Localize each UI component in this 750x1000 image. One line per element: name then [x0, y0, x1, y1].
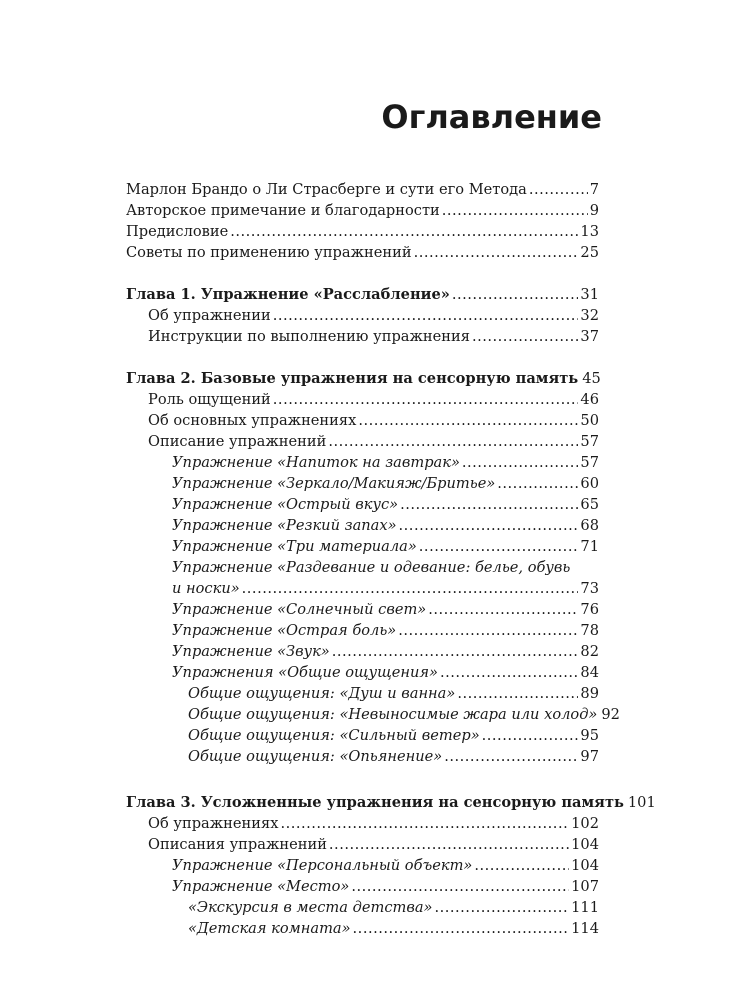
- toc-entry[interactable]: [126, 704, 620, 725]
- toc-entry[interactable]: [126, 641, 599, 662]
- toc-page-number: 37: [580, 328, 599, 345]
- leader-dots: [444, 746, 578, 767]
- section-gap: [126, 767, 599, 792]
- toc-page-number: 73: [580, 580, 599, 597]
- toc-entry[interactable]: [126, 599, 599, 620]
- toc-page-number: 89: [580, 685, 599, 702]
- toc-entry-text: Упражнение «Острый вкус»: [172, 496, 399, 513]
- leader-dots: [273, 389, 579, 410]
- toc-entry-text: Упражнение «Острая боль»: [172, 622, 397, 639]
- toc-entry-text: Описание упражнений: [148, 433, 327, 450]
- toc-entry[interactable]: [126, 746, 599, 767]
- section-gap: [126, 347, 599, 368]
- toc-page-number: 78: [580, 622, 599, 639]
- leader-dots: [399, 515, 579, 536]
- toc-entry[interactable]: [126, 876, 599, 897]
- leader-dots: [353, 918, 570, 939]
- toc-entry[interactable]: [126, 242, 599, 263]
- toc-page-number: 82: [580, 643, 599, 660]
- leader-dots: [434, 897, 569, 918]
- toc-page-number: 97: [580, 748, 599, 765]
- toc-entry-text: Упражнение «Раздевание и одевание: белье, обувь: [172, 559, 571, 576]
- toc-page-number: 57: [580, 433, 599, 450]
- toc-page-number: 65: [580, 496, 599, 513]
- toc-entry-text: Марлон Брандо о Ли Страсберге и сути его Метода: [126, 181, 527, 198]
- toc-entry[interactable]: [126, 683, 599, 704]
- section-gap: [126, 263, 599, 284]
- toc-page-number: 32: [580, 307, 599, 324]
- leader-dots: [230, 221, 578, 242]
- toc-entry[interactable]: [126, 221, 599, 242]
- toc-entry[interactable]: [126, 179, 599, 200]
- toc-entry-text: Глава 2. Базовые упражнения на сенсорную память: [126, 370, 579, 387]
- leader-dots: [419, 536, 579, 557]
- toc-entry-text: Упражнение «Звук»: [172, 643, 330, 660]
- toc-entry[interactable]: [126, 305, 599, 326]
- toc-entry-text: Общие ощущения: «Невыносимые жара или холод»: [188, 706, 598, 723]
- toc-page-number: 57: [580, 454, 599, 471]
- toc-entry-text: Об основных упражнениях: [148, 412, 357, 429]
- page-title: Оглавление: [381, 98, 602, 136]
- toc-entry-text: Упражнения «Общие ощущения»: [172, 664, 438, 681]
- leader-dots: [462, 452, 579, 473]
- toc-page-number: 45: [582, 370, 601, 387]
- toc-entry[interactable]: [126, 918, 599, 939]
- toc-page-number: 9: [589, 202, 599, 219]
- toc-entry[interactable]: [126, 389, 599, 410]
- toc-entry[interactable]: [126, 855, 599, 876]
- toc-chapter-2[interactable]: [126, 368, 599, 389]
- toc-entry-text: Общие ощущения: «Душ и ванна»: [188, 685, 456, 702]
- toc-entry-text: Описания упражнений: [148, 836, 327, 853]
- leader-dots: [482, 725, 579, 746]
- toc-page-number: 101: [627, 794, 656, 811]
- toc-entry-text: Инструкции по выполнению упражнения: [148, 328, 470, 345]
- toc-page-number: 92: [601, 706, 620, 723]
- toc-entry-text: «Детская комната»: [188, 920, 351, 937]
- leader-dots: [414, 242, 579, 263]
- toc-page-number: 13: [580, 223, 599, 240]
- table-of-contents: [126, 179, 656, 939]
- toc-entry-text: Упражнение «Зеркало/Макияж/Бритье»: [172, 475, 496, 492]
- toc-page-number: 104: [571, 836, 599, 853]
- toc-entry-text: Общие ощущения: «Сильный ветер»: [188, 727, 480, 744]
- leader-dots: [452, 284, 579, 305]
- toc-entry[interactable]: [126, 620, 599, 641]
- leader-dots: [497, 473, 578, 494]
- toc-page-number: 114: [571, 920, 599, 937]
- toc-page-number: 107: [571, 878, 599, 895]
- toc-entry[interactable]: [126, 326, 599, 347]
- toc-page-number: 31: [580, 286, 599, 303]
- toc-page-number: 50: [580, 412, 599, 429]
- toc-page-number: 102: [571, 815, 599, 832]
- leader-dots: [457, 683, 578, 704]
- toc-entry[interactable]: [126, 473, 599, 494]
- leader-dots: [398, 620, 578, 641]
- toc-entry[interactable]: [126, 813, 599, 834]
- toc-entry-text: Об упражнениях: [148, 815, 279, 832]
- toc-page-number: 68: [580, 517, 599, 534]
- leader-dots: [400, 494, 578, 515]
- toc-entry-text: Глава 3. Усложненные упражнения на сенсорную память: [126, 794, 624, 811]
- toc-entry-text: Роль ощущений: [148, 391, 271, 408]
- toc-entry-text: Об упражнении: [148, 307, 271, 324]
- toc-entry[interactable]: [126, 200, 599, 221]
- toc-entry[interactable]: [126, 494, 599, 515]
- toc-entry[interactable]: [126, 725, 599, 746]
- toc-entry[interactable]: [126, 452, 599, 473]
- leader-dots: [529, 179, 588, 200]
- toc-entry[interactable]: [126, 897, 599, 918]
- toc-entry-text: Упражнение «Персональный объект»: [172, 857, 473, 874]
- leader-dots: [428, 599, 578, 620]
- toc-page-number: 25: [580, 244, 599, 261]
- toc-entry-text: Авторское примечание и благодарности: [126, 202, 440, 219]
- toc-entry[interactable]: [126, 662, 599, 683]
- toc-chapter-3[interactable]: [126, 792, 656, 813]
- toc-page-number: 84: [580, 664, 599, 681]
- toc-page-number: 46: [580, 391, 599, 408]
- toc-page-number: 71: [580, 538, 599, 555]
- toc-entry-text: Упражнение «Место»: [172, 878, 350, 895]
- toc-entry[interactable]: [126, 431, 599, 452]
- leader-dots: [351, 876, 569, 897]
- leader-dots: [358, 410, 578, 431]
- toc-entry[interactable]: [126, 410, 599, 431]
- leader-dots: [474, 855, 569, 876]
- toc-entry[interactable]: [126, 834, 599, 855]
- toc-entry[interactable]: [126, 515, 599, 536]
- toc-entry-text: Общие ощущения: «Опьянение»: [188, 748, 443, 765]
- leader-dots: [440, 662, 578, 683]
- toc-page-number: 7: [589, 181, 599, 198]
- toc-entry-continuation: [172, 578, 599, 599]
- toc-page-number: 95: [580, 727, 599, 744]
- toc-entry-text: Упражнение «Солнечный свет»: [172, 601, 427, 618]
- toc-entry-text: Упражнение «Резкий запах»: [172, 517, 397, 534]
- toc-page-number: 104: [571, 857, 599, 874]
- leader-dots: [332, 641, 579, 662]
- leader-dots: [273, 305, 579, 326]
- toc-entry[interactable]: [126, 536, 599, 557]
- leader-dots: [280, 813, 569, 834]
- toc-entry-text: Упражнение «Напиток на завтрак»: [172, 454, 460, 471]
- toc-entry-text: Упражнение «Три материала»: [172, 538, 417, 555]
- toc-page-number: 76: [580, 601, 599, 618]
- leader-dots: [442, 200, 588, 221]
- toc-page-number: 111: [571, 899, 599, 916]
- leader-dots: [242, 578, 579, 599]
- leader-dots: [328, 431, 578, 452]
- toc-entry-text: Предисловие: [126, 223, 229, 240]
- toc-entry-text: и носки»: [172, 580, 240, 597]
- toc-entry-text: «Экскурсия в места детства»: [188, 899, 433, 916]
- leader-dots: [472, 326, 578, 347]
- toc-page-number: 60: [580, 475, 599, 492]
- toc-entry-text: Советы по применению упражнений: [126, 244, 412, 261]
- leader-dots: [329, 834, 569, 855]
- toc-chapter-1[interactable]: [126, 284, 599, 305]
- toc-entry-text: Глава 1. Упражнение «Расслабление»: [126, 286, 450, 303]
- toc-entry[interactable]: [126, 557, 599, 599]
